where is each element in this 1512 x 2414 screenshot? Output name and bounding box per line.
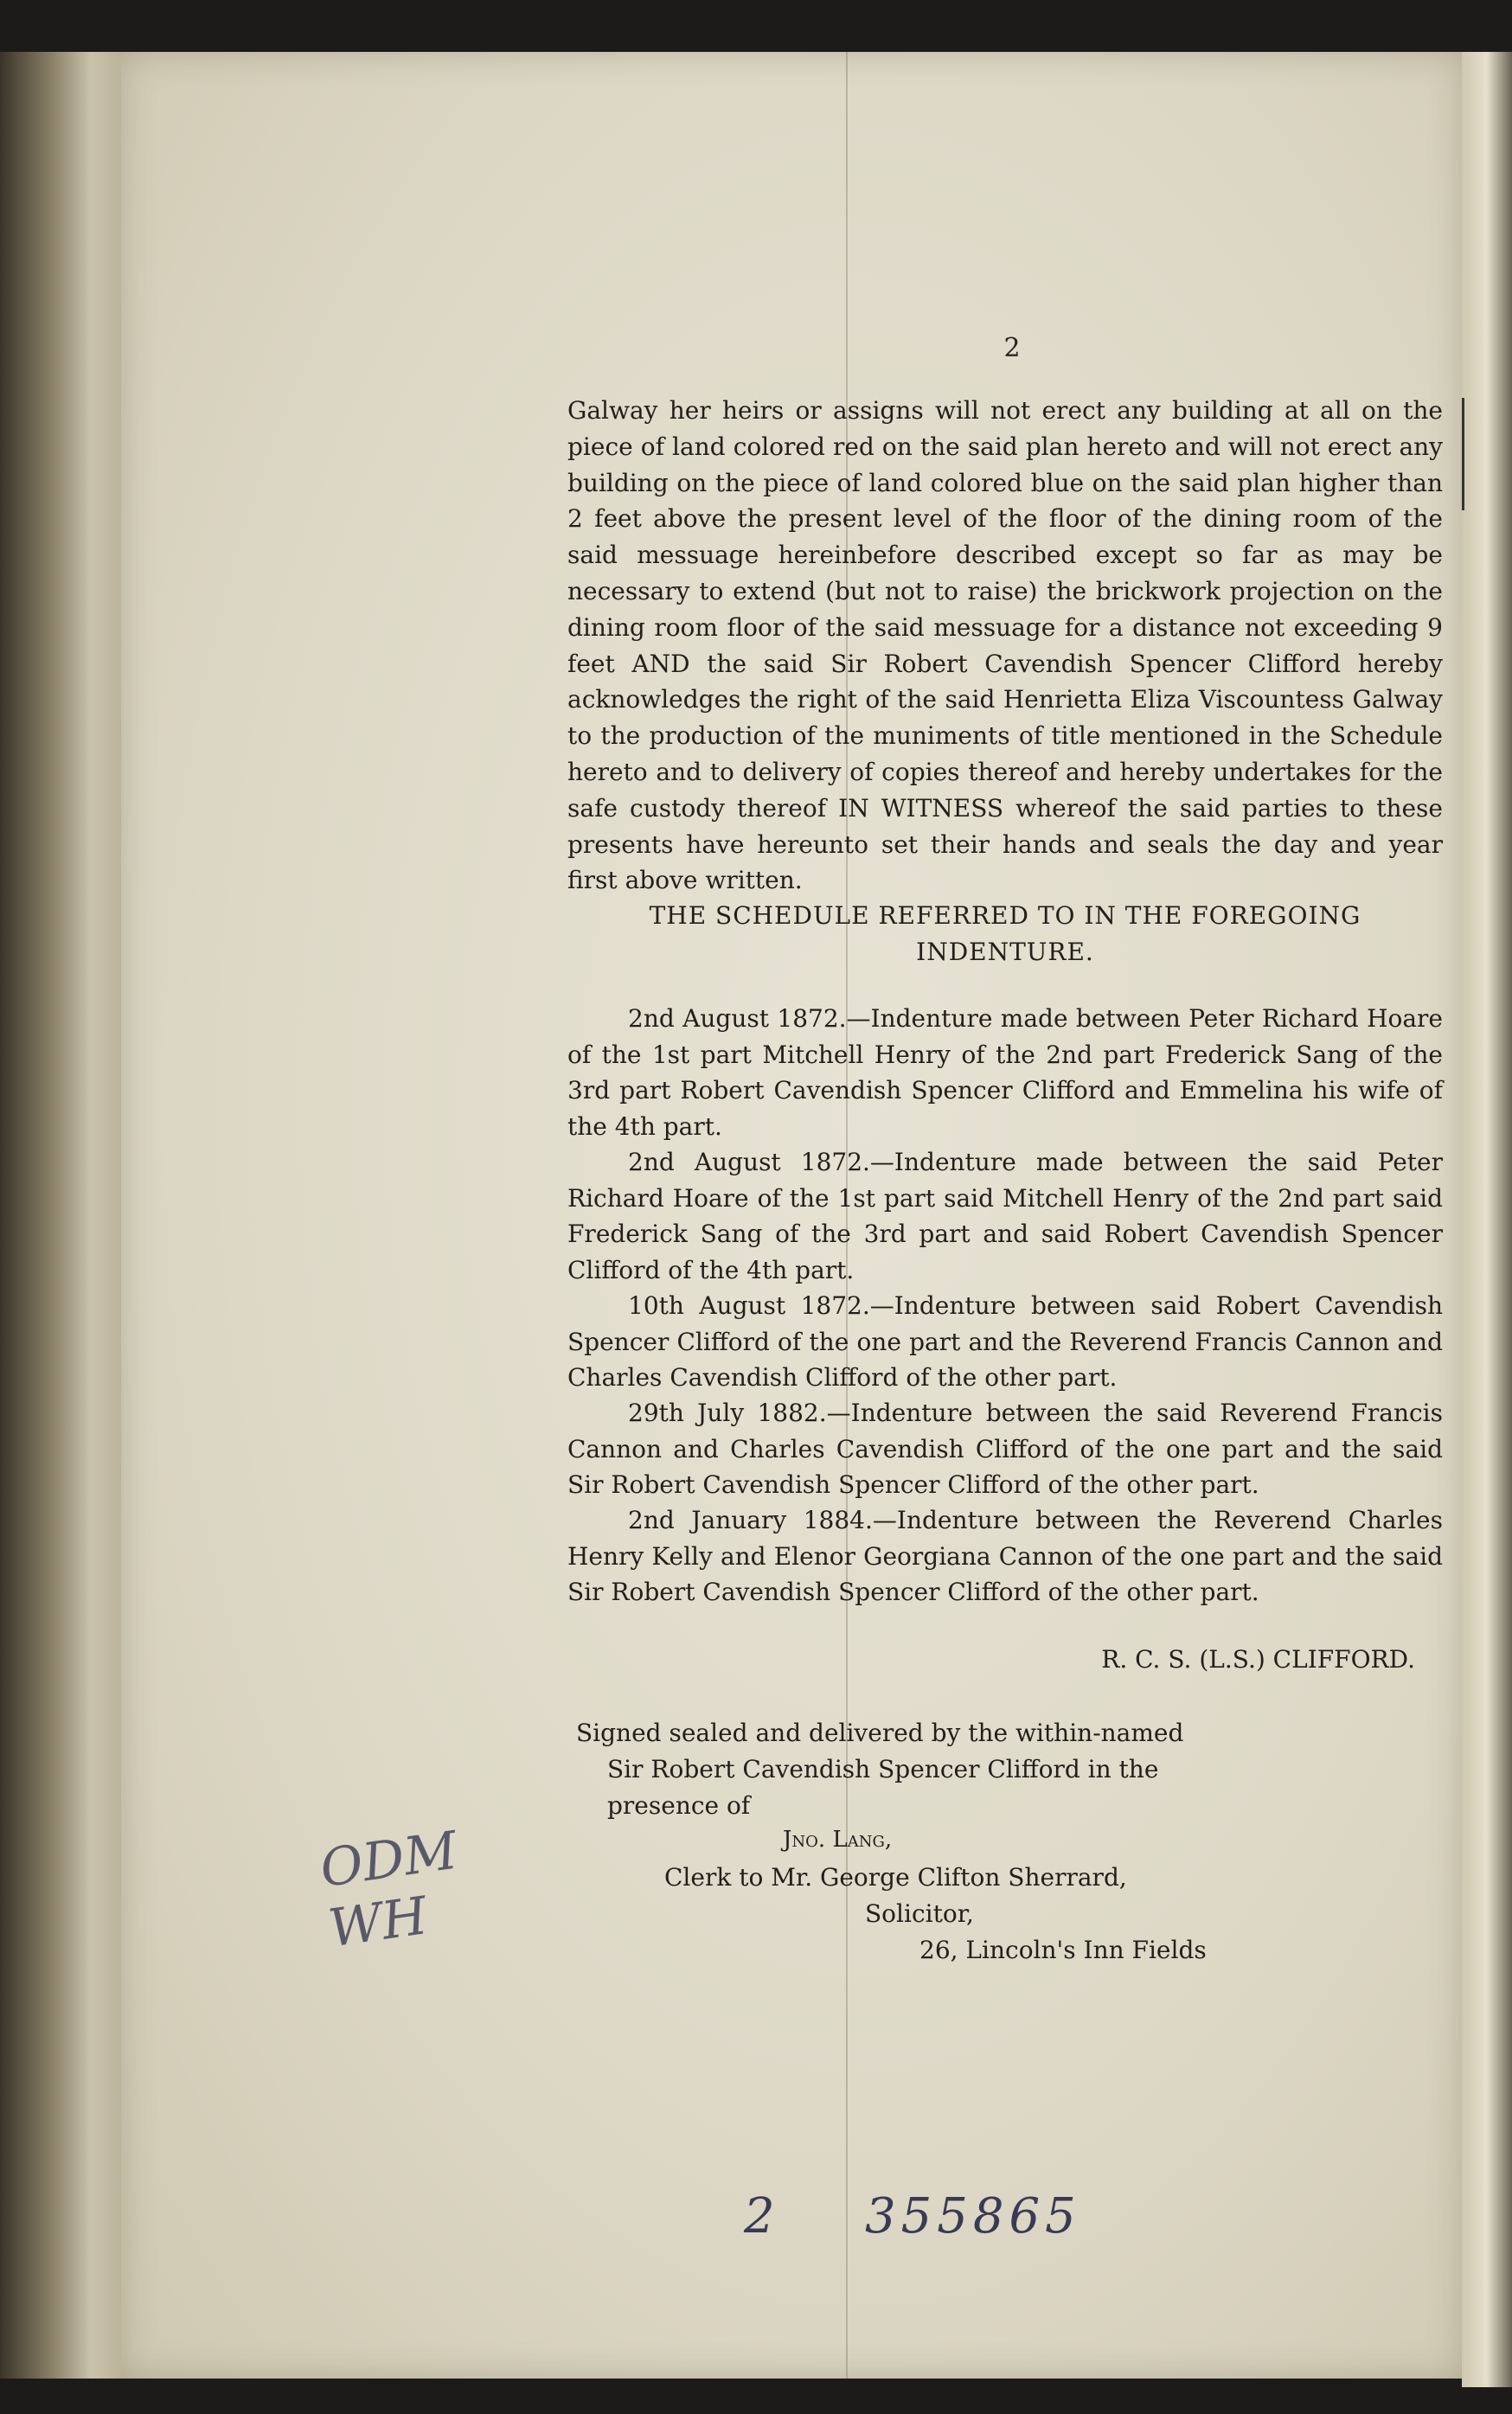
schedule-title — [567, 898, 1443, 970]
witness-role: Clerk to Mr. George Clifton Sherrard, — [664, 1863, 1127, 1892]
schedule-entry: 2nd August 1872.—Indenture made between the said Peter Richard Hoare of the 1st part said Mitchell Henry of the 2nd part said Frederick Sang of the 3rd part and said Robert Cavendish Spencer Clifford of the 4th part. — [567, 1148, 1443, 1284]
attestation-clause — [576, 1715, 1216, 1824]
schedule-title-line2: INDENTURE. — [916, 938, 1094, 966]
schedule-entry: 2nd January 1884.—Indenture between the Reverend Charles Henry Kelly and Elenor Georgiana Cannon of the one part and the said Sir Robert Cavendish Spencer Clifford of the other part. — [567, 1506, 1443, 1606]
witness-title: Solicitor, — [865, 1899, 974, 1928]
handwritten-prefix: 2 — [744, 2188, 775, 2244]
book-left-edge — [0, 52, 130, 2379]
handwritten-initials-line2: WH — [324, 1886, 432, 1960]
signature-line: R. C. S. (L.S.) CLIFFORD. — [1101, 1645, 1415, 1674]
schedule-title-line1: THE SCHEDULE REFERRED TO IN THE FOREGOING — [649, 901, 1361, 930]
attestation-line1: Signed sealed and delivered by the within-named — [576, 1719, 1184, 1747]
page-number: 2 — [1003, 333, 1021, 363]
schedule-entry: 10th August 1872.—Indenture between said Robert Cavendish Spencer Clifford of the one part and the Reverend Francis Cannon and Charles Cavendish Clifford of the other part. — [567, 1291, 1443, 1392]
witness-name: Jno. Lang, — [783, 1827, 893, 1853]
body-paragraph: Galway her heirs or assigns will not erect any building at all on the piece of land colored red on the said plan hereto and will not erect any building on the piece of land colored blue on the said plan higher than 2 feet above the present level of the floor of the dining room of the said messuage hereinbefore described except so far as may be necessary to extend (but not to raise) the brickwork projection on the dining room floor of the said messuage for a distance not exceeding 9 feet AND the said Sir Robert Cavendish Spencer Clifford hereby acknowledges the right of the said Henrietta Eliza Viscountess Galway to the production of the muniments of title mentioned in the Schedule hereto and to delivery of copies thereof and hereby undertakes for the safe custody thereof IN WITNESS whereof the said parties to these presents have hereunto set their hands and seals the day and year first above written. — [567, 396, 1443, 895]
handwritten-reference-number: 355865 — [865, 2188, 1081, 2244]
witness-address: 26, Lincoln's Inn Fields — [919, 1936, 1207, 1964]
margin-bracket — [1462, 398, 1470, 510]
attestation-line3: presence of — [607, 1791, 751, 1820]
schedule-entry: 2nd August 1872.—Indenture made between Peter Richard Hoare of the 1st part Mitchell Henry of the 2nd part Frederick Sang of the 3rd part Robert Cavendish Spencer Clifford and Emmelina his wife of the 4th part. — [567, 1004, 1443, 1141]
handwritten-initials — [317, 1821, 470, 1960]
handwritten-initials-line1: ODM — [317, 1820, 461, 1900]
attestation-line2: Sir Robert Cavendish Spencer Clifford in the — [607, 1755, 1159, 1783]
schedule-entry: 29th July 1882.—Indenture between the said Reverend Francis Cannon and Charles Cavendish Clifford of the one part and the said Sir Robert Cavendish Spencer Clifford of the other part. — [567, 1399, 1443, 1499]
